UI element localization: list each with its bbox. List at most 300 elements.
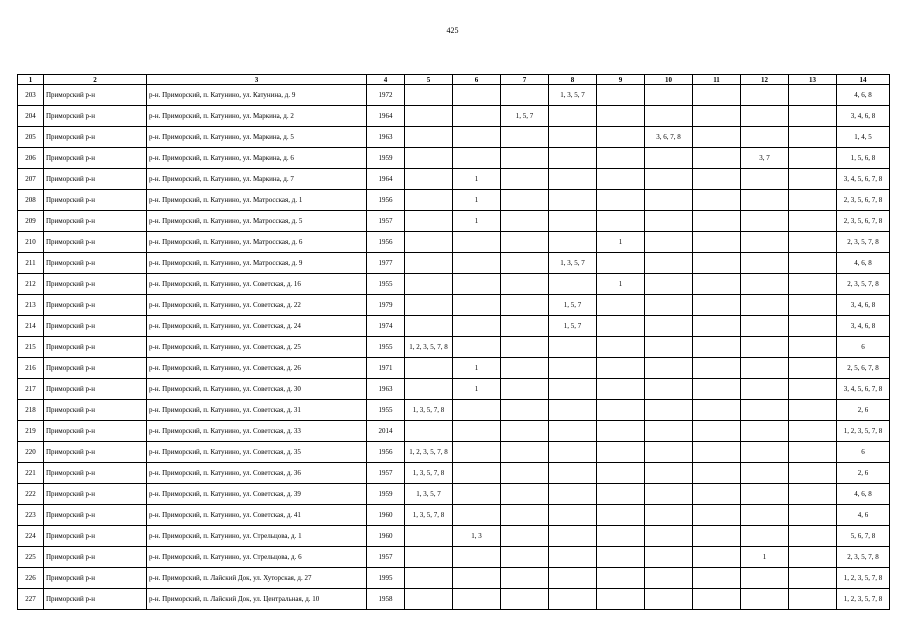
table-cell (789, 295, 837, 316)
table-cell (453, 316, 501, 337)
table-cell (693, 442, 741, 463)
table-cell (741, 379, 789, 400)
table-cell (453, 547, 501, 568)
table-cell: 1955 (367, 400, 405, 421)
table-cell: Приморский р-н (44, 148, 147, 169)
table-cell (597, 526, 645, 547)
table-cell (597, 295, 645, 316)
table-row (18, 589, 890, 610)
table-cell (501, 358, 549, 379)
table-cell: 205 (18, 127, 44, 148)
table-cell (693, 505, 741, 526)
table-cell (597, 148, 645, 169)
table-cell: р-н. Приморский, п. Катунино, ул. Маркина, д. 2 (147, 106, 367, 127)
table-cell (645, 169, 693, 190)
table-cell (645, 442, 693, 463)
table-cell (645, 358, 693, 379)
table-cell: 225 (18, 547, 44, 568)
table-cell (693, 484, 741, 505)
table-cell (693, 148, 741, 169)
table-cell: 1, 3 (453, 526, 501, 547)
page-number: 425 (446, 26, 459, 35)
table-cell: Приморский р-н (44, 547, 147, 568)
table-cell (789, 421, 837, 442)
table-row (18, 211, 890, 232)
table-cell: р-н. Приморский, п. Катунино, ул. Советская, д. 26 (147, 358, 367, 379)
table-cell: 1 (453, 211, 501, 232)
table-cell (501, 421, 549, 442)
table-cell (645, 190, 693, 211)
column-header: 11 (693, 75, 741, 85)
table-cell (405, 589, 453, 610)
table-cell (597, 211, 645, 232)
column-header: 7 (501, 75, 549, 85)
table-row (18, 106, 890, 127)
table-row (18, 169, 890, 190)
table-cell (597, 253, 645, 274)
table-cell (645, 295, 693, 316)
table-cell: 1958 (367, 589, 405, 610)
table-cell (549, 337, 597, 358)
table-cell: 1 (597, 274, 645, 295)
table-cell (549, 274, 597, 295)
table-cell: р-н. Приморский, п. Катунино, ул. Советская, д. 24 (147, 316, 367, 337)
table-cell (549, 190, 597, 211)
table-cell (501, 274, 549, 295)
table-cell (741, 106, 789, 127)
table-cell (741, 400, 789, 421)
table-cell (597, 379, 645, 400)
table-cell (693, 211, 741, 232)
table-cell: 224 (18, 526, 44, 547)
table-row (18, 190, 890, 211)
table-cell (597, 190, 645, 211)
table-cell: 1 (453, 190, 501, 211)
table-cell: 215 (18, 337, 44, 358)
table-cell: 1964 (367, 169, 405, 190)
table-cell: р-н. Приморский, п. Лайский Док, ул. Хуторская, д. 27 (147, 568, 367, 589)
table-cell: 2, 3, 5, 6, 7, 8 (837, 190, 890, 211)
table-cell: р-н. Приморский, п. Катунино, ул. Советская, д. 22 (147, 295, 367, 316)
table-row (18, 358, 890, 379)
table-cell: 6 (837, 442, 890, 463)
table-cell: р-н. Приморский, п. Катунино, ул. Советская, д. 33 (147, 421, 367, 442)
table-cell (453, 127, 501, 148)
table-cell (693, 190, 741, 211)
table-cell (501, 211, 549, 232)
table-cell: р-н. Приморский, п. Катунино, ул. Советская, д. 36 (147, 463, 367, 484)
table-cell (549, 568, 597, 589)
table-cell (405, 127, 453, 148)
table-cell (645, 505, 693, 526)
table-cell: 209 (18, 211, 44, 232)
table-cell (597, 547, 645, 568)
table-cell: 1, 5, 6, 8 (837, 148, 890, 169)
table-cell (597, 316, 645, 337)
table-cell (645, 85, 693, 106)
table-cell (549, 169, 597, 190)
table-cell (453, 85, 501, 106)
table-cell (645, 463, 693, 484)
table-cell (789, 589, 837, 610)
column-header: 3 (147, 75, 367, 85)
table-cell: Приморский р-н (44, 169, 147, 190)
table-cell (645, 589, 693, 610)
table-cell (453, 232, 501, 253)
table-cell (789, 127, 837, 148)
column-header: 10 (645, 75, 693, 85)
table-cell (501, 295, 549, 316)
table-cell (405, 379, 453, 400)
table-cell: Приморский р-н (44, 253, 147, 274)
table-cell: Приморский р-н (44, 505, 147, 526)
table-cell (645, 526, 693, 547)
table-cell (693, 85, 741, 106)
table-cell (741, 484, 789, 505)
table-cell: 1, 5, 7 (549, 295, 597, 316)
table-cell: Приморский р-н (44, 589, 147, 610)
table-cell: 1, 2, 3, 5, 7, 8 (837, 568, 890, 589)
table-cell (453, 400, 501, 421)
table-row (18, 127, 890, 148)
table-cell (789, 85, 837, 106)
table-row (18, 526, 890, 547)
table-cell: 213 (18, 295, 44, 316)
table-row (18, 547, 890, 568)
table-cell (741, 169, 789, 190)
table-cell: 220 (18, 442, 44, 463)
table-cell (693, 232, 741, 253)
table-cell (645, 148, 693, 169)
table-cell (789, 190, 837, 211)
table-cell: Приморский р-н (44, 400, 147, 421)
table-cell: 212 (18, 274, 44, 295)
table-cell: 1 (597, 232, 645, 253)
table-cell (789, 526, 837, 547)
table-cell: Приморский р-н (44, 421, 147, 442)
table-cell (405, 190, 453, 211)
table-cell (549, 526, 597, 547)
table-cell (549, 589, 597, 610)
table-row (18, 337, 890, 358)
table-cell (645, 421, 693, 442)
table-cell (501, 400, 549, 421)
table-row (18, 400, 890, 421)
table-cell (693, 526, 741, 547)
table-cell: 1957 (367, 211, 405, 232)
table-cell (645, 253, 693, 274)
table-cell (501, 463, 549, 484)
table-cell (405, 85, 453, 106)
table-cell: 1 (741, 547, 789, 568)
table-cell (453, 274, 501, 295)
table-cell (789, 484, 837, 505)
table-cell (741, 274, 789, 295)
table-cell (405, 547, 453, 568)
table-cell (405, 316, 453, 337)
table-cell (693, 253, 741, 274)
table-cell (501, 190, 549, 211)
table-cell (405, 106, 453, 127)
table-cell (549, 358, 597, 379)
table-cell: 1956 (367, 442, 405, 463)
table-cell: 1960 (367, 526, 405, 547)
table-cell: 226 (18, 568, 44, 589)
table-row (18, 232, 890, 253)
table-cell: Приморский р-н (44, 106, 147, 127)
table-cell: 1, 4, 5 (837, 127, 890, 148)
table-cell (453, 505, 501, 526)
table-cell: 3, 4, 5, 6, 7, 8 (837, 379, 890, 400)
table-cell: 3, 4, 6, 8 (837, 106, 890, 127)
table-cell: 2014 (367, 421, 405, 442)
table-cell: 1 (453, 379, 501, 400)
table-cell: Приморский р-н (44, 211, 147, 232)
table-cell (741, 127, 789, 148)
table-row (18, 484, 890, 505)
table-cell (789, 442, 837, 463)
table-cell: 4, 6, 8 (837, 484, 890, 505)
table-cell: 1, 3, 5, 7 (549, 253, 597, 274)
table-cell: р-н. Приморский, п. Катунино, ул. Матросская, д. 6 (147, 232, 367, 253)
table-cell (549, 547, 597, 568)
table-cell (501, 568, 549, 589)
table-cell: 218 (18, 400, 44, 421)
column-header: 14 (837, 75, 890, 85)
table-cell: Приморский р-н (44, 337, 147, 358)
table-cell: 1, 2, 3, 5, 7, 8 (837, 589, 890, 610)
table-row (18, 253, 890, 274)
table-cell: 1979 (367, 295, 405, 316)
table-cell: 206 (18, 148, 44, 169)
table-cell (741, 358, 789, 379)
table-cell (789, 379, 837, 400)
table-cell: р-н. Приморский, п. Катунино, ул. Матросская, д. 1 (147, 190, 367, 211)
table-cell: р-н. Приморский, п. Катунино, ул. Матросская, д. 5 (147, 211, 367, 232)
table-cell (693, 106, 741, 127)
table-cell: 1963 (367, 127, 405, 148)
table-cell (597, 400, 645, 421)
table-cell: 1, 3, 5, 7, 8 (405, 400, 453, 421)
table-cell (693, 421, 741, 442)
table-cell (549, 484, 597, 505)
table-cell (597, 358, 645, 379)
table-cell (693, 274, 741, 295)
table-cell (645, 274, 693, 295)
table-cell (741, 442, 789, 463)
table-cell: р-н. Приморский, п. Катунино, ул. Маркина, д. 6 (147, 148, 367, 169)
table-cell (645, 232, 693, 253)
table-row (18, 316, 890, 337)
table-cell (789, 148, 837, 169)
table-cell (405, 148, 453, 169)
table-cell (789, 337, 837, 358)
table-cell (741, 190, 789, 211)
table-cell: Приморский р-н (44, 484, 147, 505)
register-table (17, 74, 890, 610)
table-cell (597, 589, 645, 610)
table-cell (501, 337, 549, 358)
table-cell: Приморский р-н (44, 316, 147, 337)
table-cell (645, 211, 693, 232)
table-cell (645, 316, 693, 337)
table-cell (693, 589, 741, 610)
table-cell (789, 358, 837, 379)
table-row (18, 421, 890, 442)
table-cell: р-н. Приморский, п. Катунино, ул. Советская, д. 16 (147, 274, 367, 295)
table-cell (789, 106, 837, 127)
table-cell (597, 505, 645, 526)
table-cell (789, 568, 837, 589)
table-cell: 4, 6, 8 (837, 253, 890, 274)
table-cell (741, 316, 789, 337)
table-cell (693, 547, 741, 568)
table-cell: 227 (18, 589, 44, 610)
table-cell (501, 232, 549, 253)
table-cell (501, 589, 549, 610)
table-cell (597, 484, 645, 505)
table-cell: 216 (18, 358, 44, 379)
table-cell: Приморский р-н (44, 463, 147, 484)
table-cell (741, 85, 789, 106)
table-cell (501, 169, 549, 190)
table-cell: 211 (18, 253, 44, 274)
table-cell (549, 421, 597, 442)
table-cell (741, 295, 789, 316)
table-cell: 1, 2, 3, 5, 7, 8 (405, 442, 453, 463)
table-cell (741, 421, 789, 442)
table-cell (501, 526, 549, 547)
table-cell: 1, 3, 5, 7, 8 (405, 463, 453, 484)
table-cell (405, 526, 453, 547)
table-cell (405, 253, 453, 274)
table-cell: 1964 (367, 106, 405, 127)
table-cell: Приморский р-н (44, 526, 147, 547)
table-cell: 1956 (367, 232, 405, 253)
table-cell (789, 400, 837, 421)
table-cell (693, 379, 741, 400)
table-cell (789, 547, 837, 568)
table-cell (501, 253, 549, 274)
table-cell (693, 127, 741, 148)
table-cell (693, 337, 741, 358)
table-cell (597, 127, 645, 148)
table-cell (741, 463, 789, 484)
table-cell (453, 589, 501, 610)
table-cell: 1963 (367, 379, 405, 400)
table-cell (405, 274, 453, 295)
table-cell: Приморский р-н (44, 190, 147, 211)
table-cell: 1, 3, 5, 7 (549, 85, 597, 106)
table-cell: р-н. Приморский, п. Катунино, ул. Маркина, д. 7 (147, 169, 367, 190)
table-cell: 2, 6 (837, 463, 890, 484)
table-cell (405, 358, 453, 379)
table-cell: 2, 5, 6, 7, 8 (837, 358, 890, 379)
table-cell: Приморский р-н (44, 127, 147, 148)
table-cell: Приморский р-н (44, 379, 147, 400)
table-row (18, 505, 890, 526)
table-cell: 1972 (367, 85, 405, 106)
table-cell (453, 421, 501, 442)
table-cell (693, 295, 741, 316)
table-cell: 2, 6 (837, 400, 890, 421)
table-cell (405, 568, 453, 589)
table-cell: 1 (453, 169, 501, 190)
table-cell: р-н. Приморский, п. Лайский Док, ул. Центральная, д. 10 (147, 589, 367, 610)
table-cell: 1, 3, 5, 7, 8 (405, 505, 453, 526)
table-cell: 4, 6, 8 (837, 85, 890, 106)
table-cell (645, 106, 693, 127)
table-cell (501, 379, 549, 400)
table-cell: 1955 (367, 274, 405, 295)
table-cell: Приморский р-н (44, 358, 147, 379)
table-row (18, 274, 890, 295)
table-cell: 6 (837, 337, 890, 358)
table-cell: р-н. Приморский, п. Катунино, ул. Советская, д. 39 (147, 484, 367, 505)
column-header: 2 (44, 75, 147, 85)
table-cell (597, 463, 645, 484)
table-cell (741, 505, 789, 526)
table-cell (453, 106, 501, 127)
table-cell: 1956 (367, 190, 405, 211)
table-cell (501, 316, 549, 337)
table-cell: Приморский р-н (44, 295, 147, 316)
table-cell (741, 568, 789, 589)
table-cell (741, 232, 789, 253)
table-cell: 1, 2, 3, 5, 7, 8 (837, 421, 890, 442)
table-row (18, 295, 890, 316)
table-cell (501, 442, 549, 463)
table-cell: Приморский р-н (44, 274, 147, 295)
table-cell (405, 232, 453, 253)
table-cell: 2, 3, 5, 6, 7, 8 (837, 211, 890, 232)
table-cell (741, 337, 789, 358)
table-row (18, 85, 890, 106)
table-cell (501, 505, 549, 526)
table-cell (645, 547, 693, 568)
table-cell: 1, 3, 5, 7 (405, 484, 453, 505)
table-cell (501, 547, 549, 568)
table-header-row (18, 75, 890, 85)
table-cell: 1959 (367, 148, 405, 169)
table-cell (741, 526, 789, 547)
table-cell: 1960 (367, 505, 405, 526)
table-cell: 219 (18, 421, 44, 442)
table-cell (453, 295, 501, 316)
table-cell (549, 127, 597, 148)
table-cell: р-н. Приморский, п. Катунино, ул. Матросская, д. 9 (147, 253, 367, 274)
table-cell (789, 463, 837, 484)
table-cell (597, 85, 645, 106)
table-cell (597, 421, 645, 442)
table-cell: 1, 2, 3, 5, 7, 8 (405, 337, 453, 358)
table-cell (693, 463, 741, 484)
table-cell (549, 379, 597, 400)
table-cell (645, 400, 693, 421)
table-cell: 3, 6, 7, 8 (645, 127, 693, 148)
table-cell (789, 505, 837, 526)
column-header: 12 (741, 75, 789, 85)
column-header: 6 (453, 75, 501, 85)
column-header: 13 (789, 75, 837, 85)
table-cell: 4, 6 (837, 505, 890, 526)
table-cell (453, 148, 501, 169)
table-cell (693, 568, 741, 589)
table-cell (549, 232, 597, 253)
table-cell (597, 106, 645, 127)
table-cell (645, 379, 693, 400)
table-cell (549, 505, 597, 526)
